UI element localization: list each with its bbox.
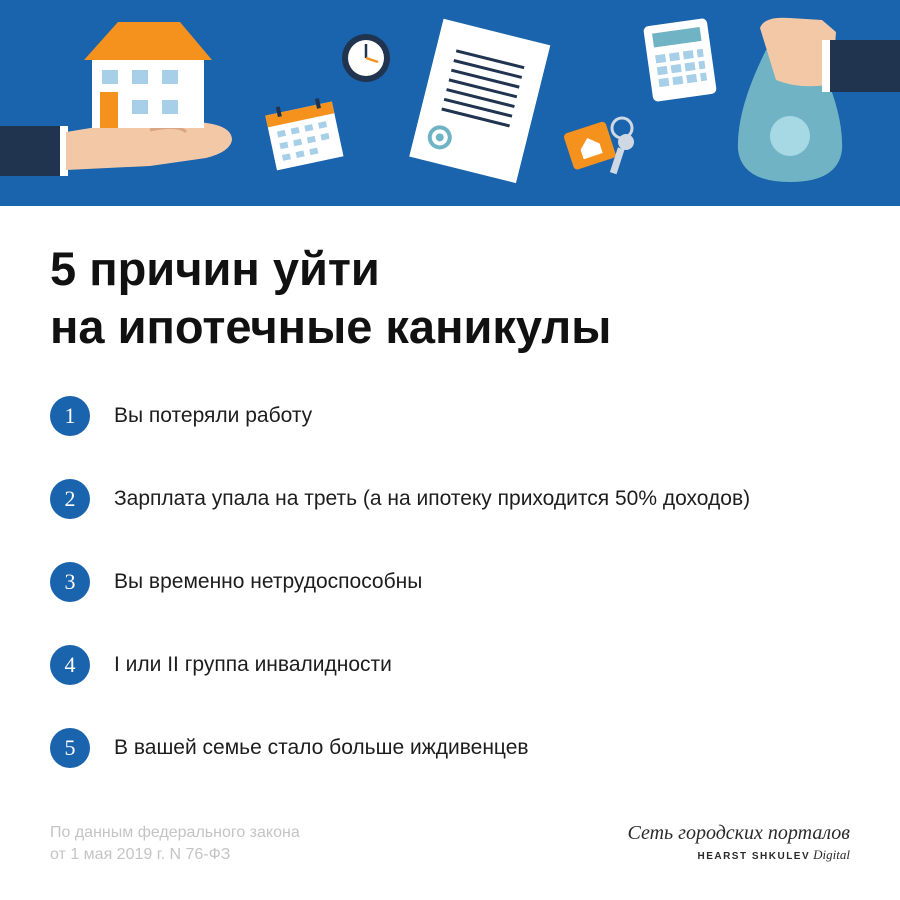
title-line-1: 5 причин уйти [50,242,380,295]
title-line-2: на ипотечные каникулы [50,300,612,353]
number-badge: 5 [50,728,90,768]
brand-subtitle [628,847,850,863]
list-item [50,728,529,768]
contract-document-icon [409,19,550,183]
reason-text: В вашей семье стало больше иждивенцев [114,736,529,759]
page-title [50,240,611,356]
number-badge: 3 [50,562,90,602]
number-badge: 2 [50,479,90,519]
source-line-2: от 1 мая 2019 г. N 76-ФЗ [50,846,231,863]
reason-text: Вы потеряли работу [114,404,313,427]
list-item [50,562,422,602]
source-line-1: По данным федерального закона [50,824,300,841]
reason-text: Зарплата упала на треть (а на ипотеку приходится 50% доходов) [114,487,751,510]
list-item [50,396,312,436]
banner-illustration [0,0,900,206]
list-item [50,645,392,685]
clock-icon [342,34,390,82]
brand-logo [628,822,850,863]
hand-holding-house-icon [0,22,232,176]
money-bag-icon [738,18,900,182]
house-keys-icon [563,118,634,174]
calculator-icon [643,18,717,102]
number-badge: 4 [50,645,90,685]
brand-caps: HEARST SHKULEV [697,851,811,862]
reason-text: Вы временно нетрудоспособны [114,570,423,593]
source-note [50,822,300,866]
brand-digital: Digital [813,847,850,862]
illustration-banner [0,0,900,206]
number-badge: 1 [50,396,90,436]
calendar-icon [264,96,343,171]
reason-text: I или II группа инвалидности [114,653,392,676]
list-item [50,479,750,519]
brand-name: Сеть городских порталов [627,822,850,844]
